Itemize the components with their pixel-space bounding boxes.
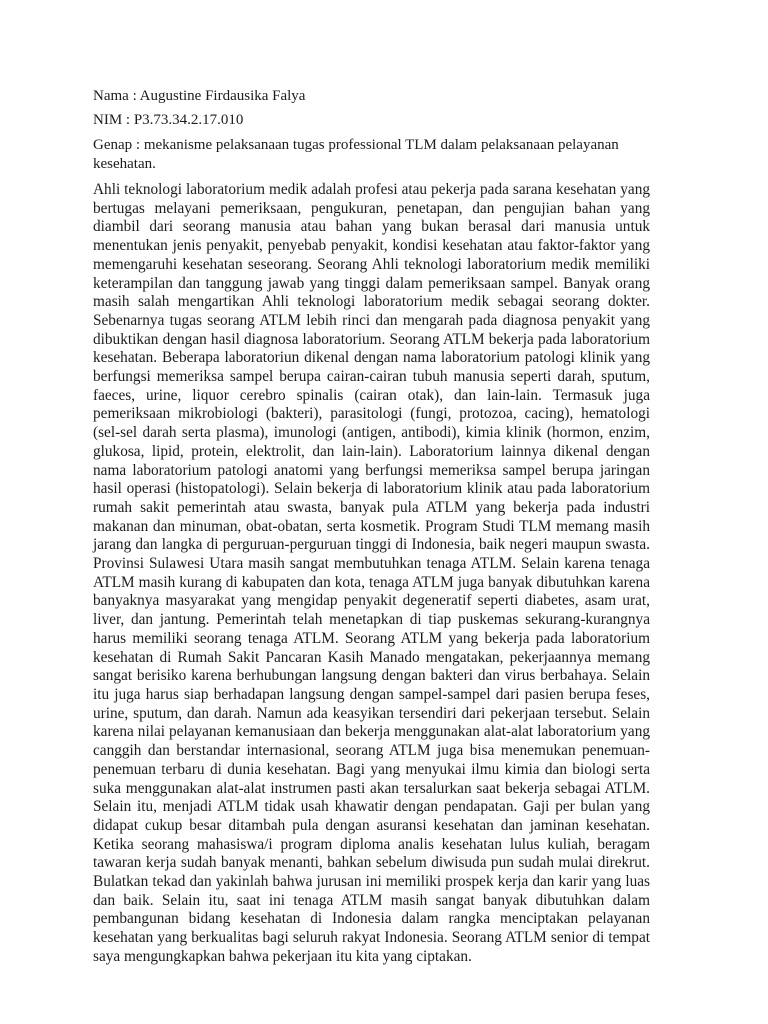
document-content (93, 87, 650, 967)
essay-paragraph: Ahli teknologi laboratorium medik adalah profesi atau pekerja pada sarana kesehatan yang bertugas melayani pemeriksaan, pengukuran, penetapan, dan pengujian bahan yang diambil dari seorang manusia atau bahan yang bukan berasal dari manusia untuk menentukan jenis penyakit, penyebab penyakit, kondisi kesehatan atau faktor-faktor yang memengaruhi kesehatan seseorang. Seorang Ahli teknologi laboratorium medik memiliki keterampilan dan tanggung jawab yang tinggi dalam pemeriksaan sampel. Banyak orang masih salah mengartikan Ahli teknologi laboratorium medik sebagai seorang dokter. Sebenarnya tugas seorang ATLM lebih rinci dan mengarah pada diagnosa penyakit yang dibuktikan dengan hasil diagnosa laboratorium. Seorang ATLM bekerja pada laboratorium kesehatan. Beberapa laboratoriun dikenal dengan nama laboratorium patologi klinik yang berfungsi memeriksa sampel berupa cairan-cairan tubuh manusia seperti darah, sputum, faeces, urine, liquor cerebro spinalis (cairan otak), dan lain-lain. Termasuk juga pemeriksaan mikrobiologi (bakteri), parasitologi (fungi, protozoa, cacing), hematologi (sel-sel darah serta plasma), imunologi (antigen, antibodi), kimia klinik (hormon, enzim, glukosa, lipid, protein, elektrolit, dan lain-lain). Laboratorium lainnya dikenal dengan nama laboratorium patologi anatomi yang berfungsi memeriksa sampel berupa jaringan hasil operasi (histopatologi). Selain bekerja di laboratorium klinik atau pada laboratorium rumah sakit pemerintah atau swasta, banyak pula ATLM yang bekerja pada industri makanan dan minuman, obat-obatan, serta kosmetik. Program Studi TLM memang masih jarang dan langka di perguruan-perguruan tinggi di Indonesia, baik negeri maupun swasta. Provinsi Sulawesi Utara masih sangat membutuhkan tenaga ATLM. Selain karena tenaga ATLM masih kurang di kabupaten dan kota, tenaga ATLM juga banyak dibutuhkan karena banyaknya masyarakat yang mengidap penyakit degeneratif seperti diabetes, asam urat, liver, dan jantung. Pemerintah telah menetapkan di tiap puskemas sekurang-kurangnya harus memiliki seorang tenaga ATLM. Seorang ATLM yang bekerja pada laboratorium kesehatan di Rumah Sakit Pancaran Kasih Manado mengatakan, pekerjaannya memang sangat berisiko karena berhubungan langsung dengan bakteri dan virus berbahaya. Selain itu juga harus siap berhadapan langsung dengan sampel-sampel dari pasien berupa feses, urine, sputum, dan darah. Namun ada keasyikan tersendiri dari pekerjaan tersebut. Selain karena nilai pelayanan kemanusiaan dan bekerja menggunakan alat-alat laboratorium yang canggih dan berstandar internasional, seorang ATLM juga bisa menemukan penemuan-penemuan terbaru di dunia kesehatan. Bagi yang menyukai ilmu kimia dan biologi serta suka menggunakan alat-alat instrumen pasti akan tersalurkan saat bekerja sebagai ATLM. Selain itu, menjadi ATLM tidak usah khawatir dengan pendapatan. Gaji per bulan yang didapat cukup besar ditambah pula dengan asuransi kesehatan dan jaminan kesehatan. Ketika seorang mahasiswa/i program diploma analis kesehatan lulus kuliah, beragam tawaran kerja sudah banyak menanti, bahkan sebelum diwisuda pun sudah mulai direkrut. Bulatkan tekad dan yakinlah bahwa jurusan ini memiliki prospek kerja dan karir yang luas dan baik. Selain itu, saat ini tenaga ATLM masih sangat banyak dibutuhkan dalam pembangunan bidang kesehatan di Indonesia dalam rangka menciptakan pelayanan kesehatan yang berkualitas bagi seluruh rakyat Indonesia. Seorang ATLM senior di tempat saya mengungkapkan bahwa pekerjaan itu kita yang ciptakan. (93, 181, 650, 965)
student-nim-line: NIM : P3.73.34.2.17.010 (93, 112, 244, 128)
topic-line: Genap : mekanisme pelaksanaan tugas professional TLM dalam pelaksanaan pelayanan kesehatan. (93, 137, 619, 172)
student-name-line: Nama : Augustine Firdausika Falya (93, 88, 306, 104)
